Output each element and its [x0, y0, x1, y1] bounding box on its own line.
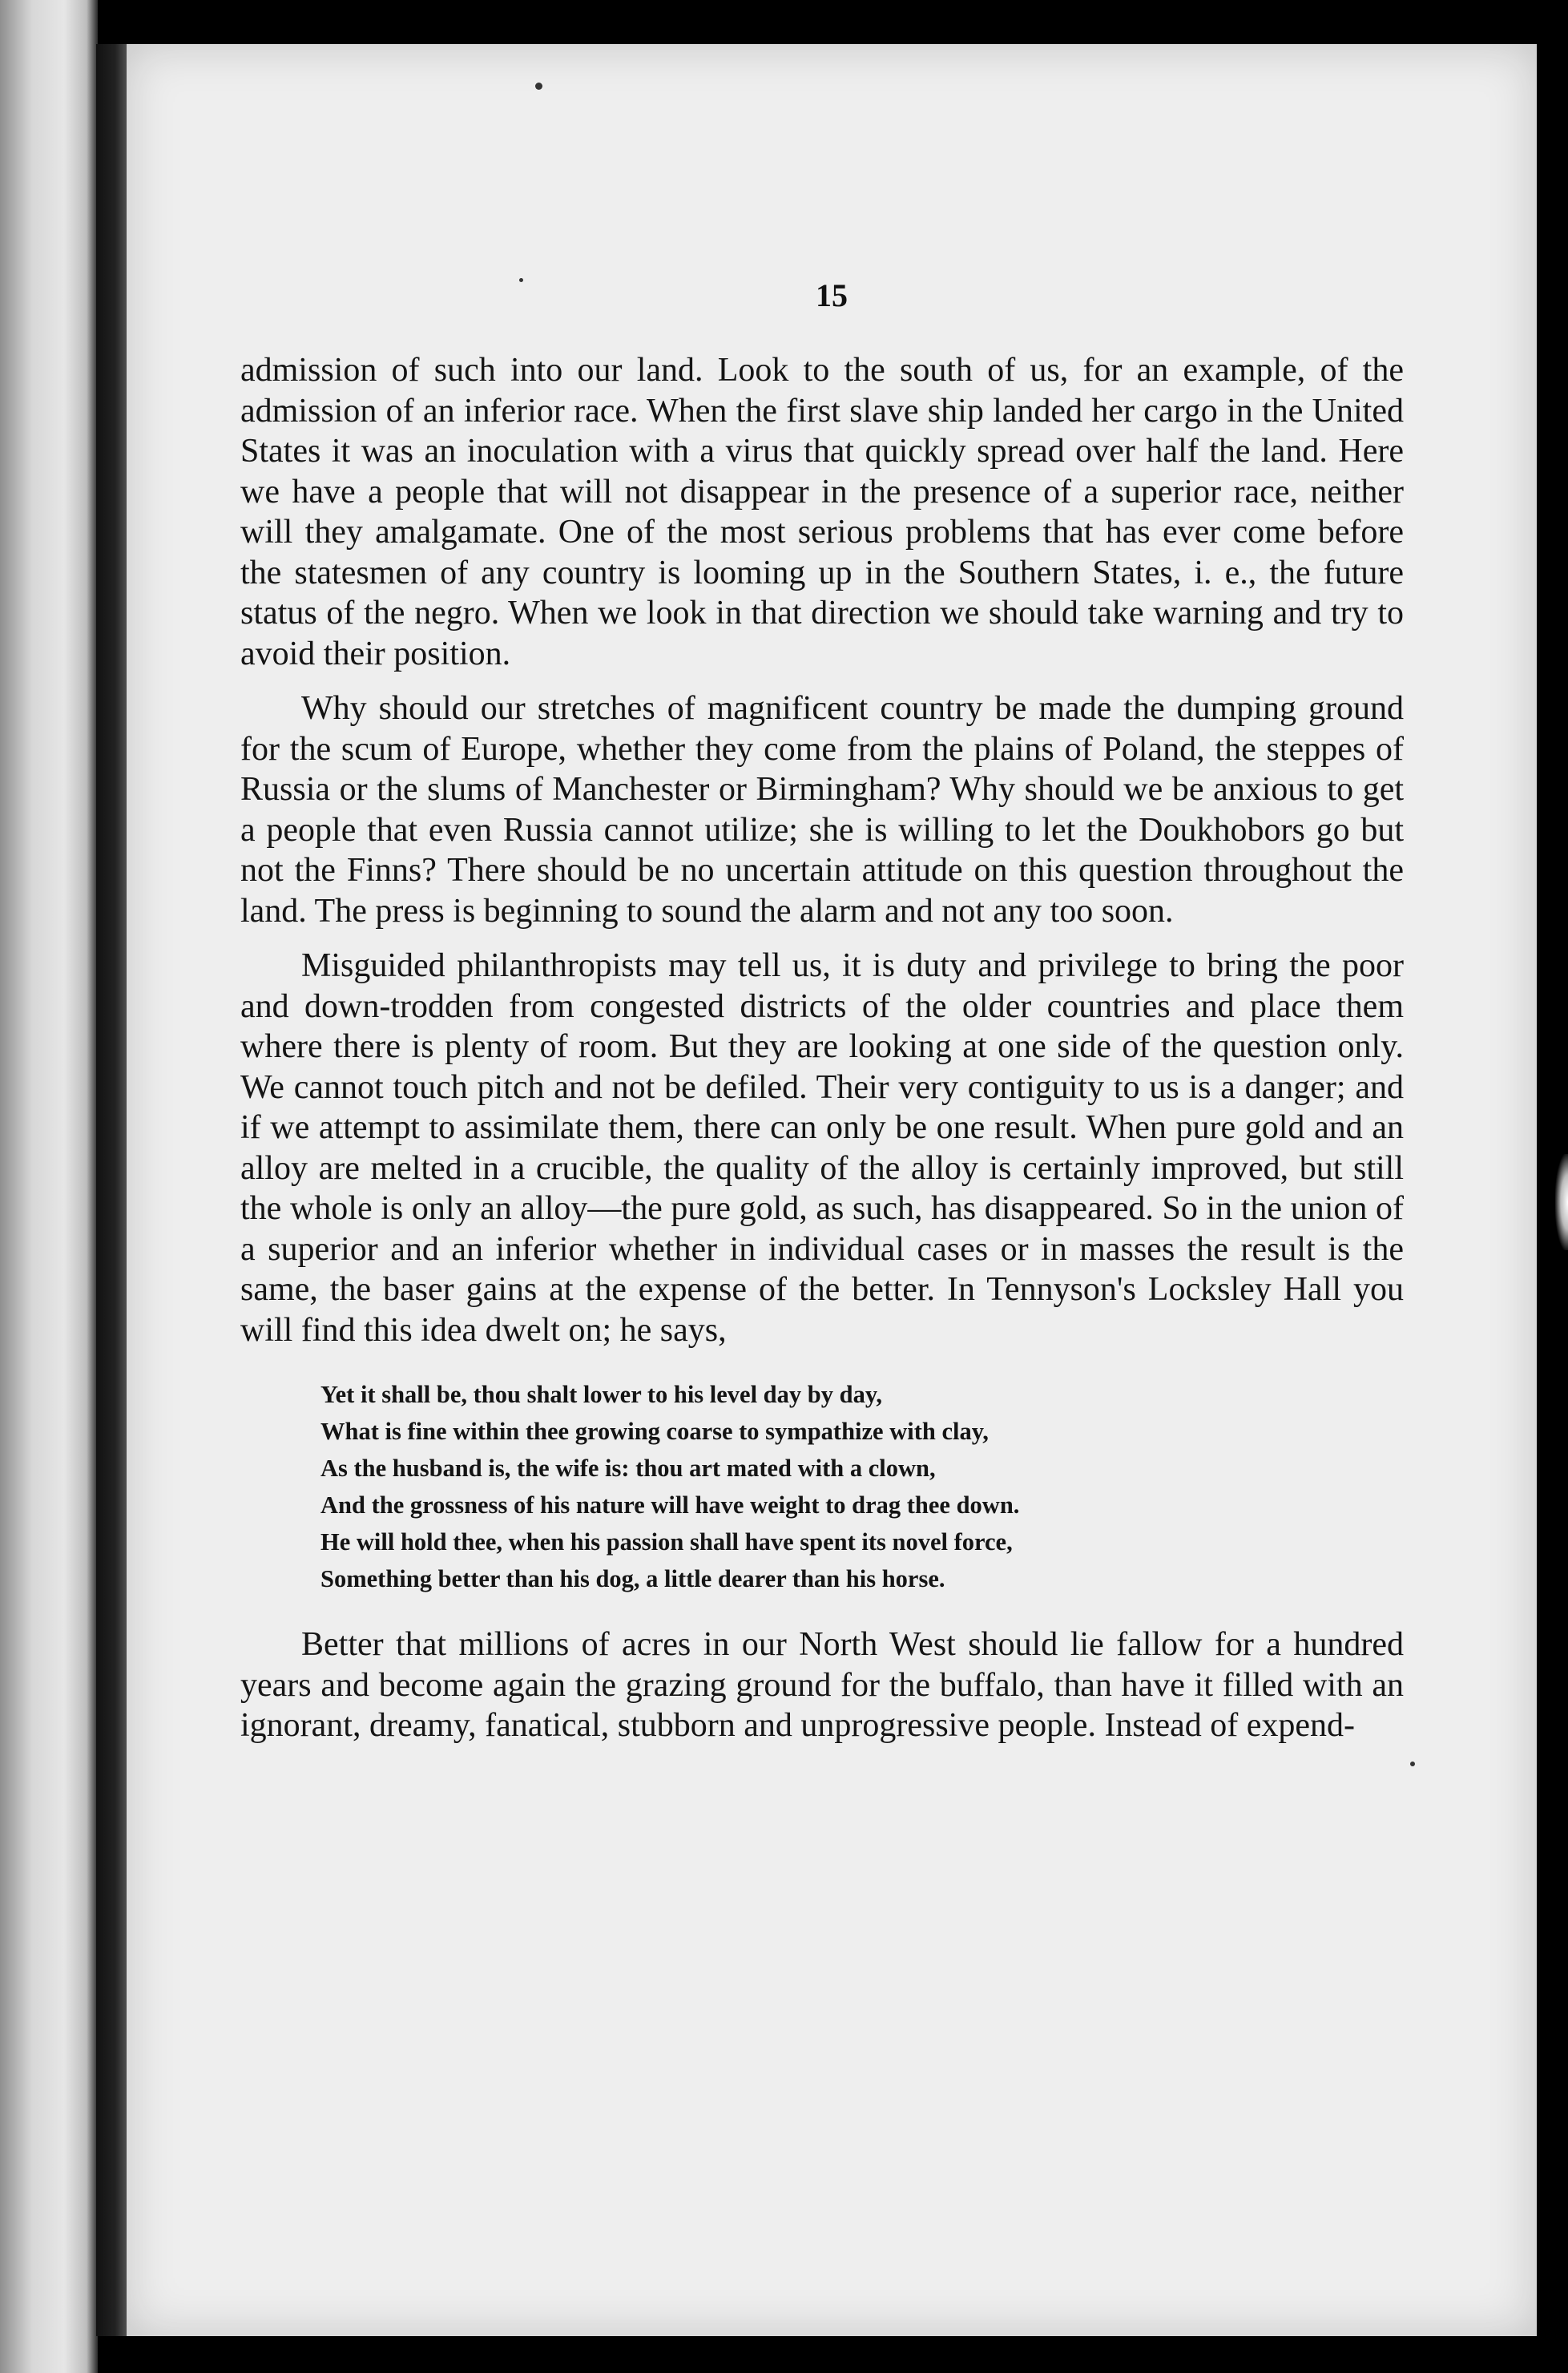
paragraph: Better that millions of acres in our North West should lie fallow for a hundred years and become again the grazing ground for the buffalo, than have it filled with an ignorant, dreamy, fanatical, stubborn and unprogressive people. Instead of expend-	[240, 1626, 1404, 1744]
paragraph: Misguided philanthropists may tell us, it is duty and privilege to bring the poor and down-trodden from congested districts of the older countries and place them where there is plenty of room. But they are looking at one side of the question only. We cannot touch pitch and not be defiled. Their very contiguity to us is a danger; and if we attempt to assimilate them, there can only be one result. When pure gold and an alloy are melted in a crucible, the quality of the alloy is certainly improved, but still the whole is only an alloy—the pure gold, as such, has disappeared. So in the union of a superior and an inferior whether in individual cases or in masses the result is the same, the baser gains at the expense of the better. In Tennyson's Locksley Hall you will find this idea dwelt on; he says,	[240, 947, 1404, 1349]
paragraph: Why should our stretches of magnificent country be made the dumping ground for the scum of Europe, whether they come from the plains of Poland, the steppes of Russia or the slums of Manchester or Birmingham? Why should we be anxious to get a people that even Russia cannot utilize; she is willing to let the Doukhobors go but not the Finns? There should be no uncertain attitude on this question throughout the land. The press is beginning to sound the alarm and not any too soon.	[240, 690, 1404, 930]
poem-line: He will hold thee, when his passion shall have spent its novel force,	[320, 1528, 1013, 1556]
poem-line: As the husband is, the wife is: thou art mated with a clown,	[320, 1455, 936, 1482]
paragraph: admission of such into our land. Look to the south of us, for an example, of the admission of an inferior race. When the first slave ship landed her cargo in the United States it was an inoculation with a virus that quickly spread over half the land. Here we have a people that will not disappear in the presence of a superior race, neither will they amalgamate. One of the most serious problems that has ever come before the statesmen of any country is looming up in the Southern States, i. e., the future status of the negro. When we look in that direction we should take warning and try to avoid their position.	[240, 352, 1404, 672]
poem-line: What is fine within thee growing coarse to sympathize with clay,	[320, 1418, 989, 1445]
page-number: 15	[816, 277, 848, 313]
scan-glare	[1555, 1154, 1568, 1250]
binding-gutter	[96, 44, 128, 2336]
ink-speck	[1410, 1762, 1415, 1766]
facing-page-edge	[0, 0, 98, 2373]
ink-speck	[535, 83, 542, 90]
poem-line: Yet it shall be, thou shalt lower to his level day by day,	[320, 1381, 883, 1408]
poem-line: Something better than his dog, a little dearer than his horse.	[320, 1565, 945, 1592]
poem-line: And the grossness of his nature will have weight to drag thee down.	[320, 1491, 1020, 1519]
poem-quotation	[320, 1376, 1404, 1597]
book-page	[127, 44, 1537, 2336]
body-text	[240, 350, 1404, 1746]
